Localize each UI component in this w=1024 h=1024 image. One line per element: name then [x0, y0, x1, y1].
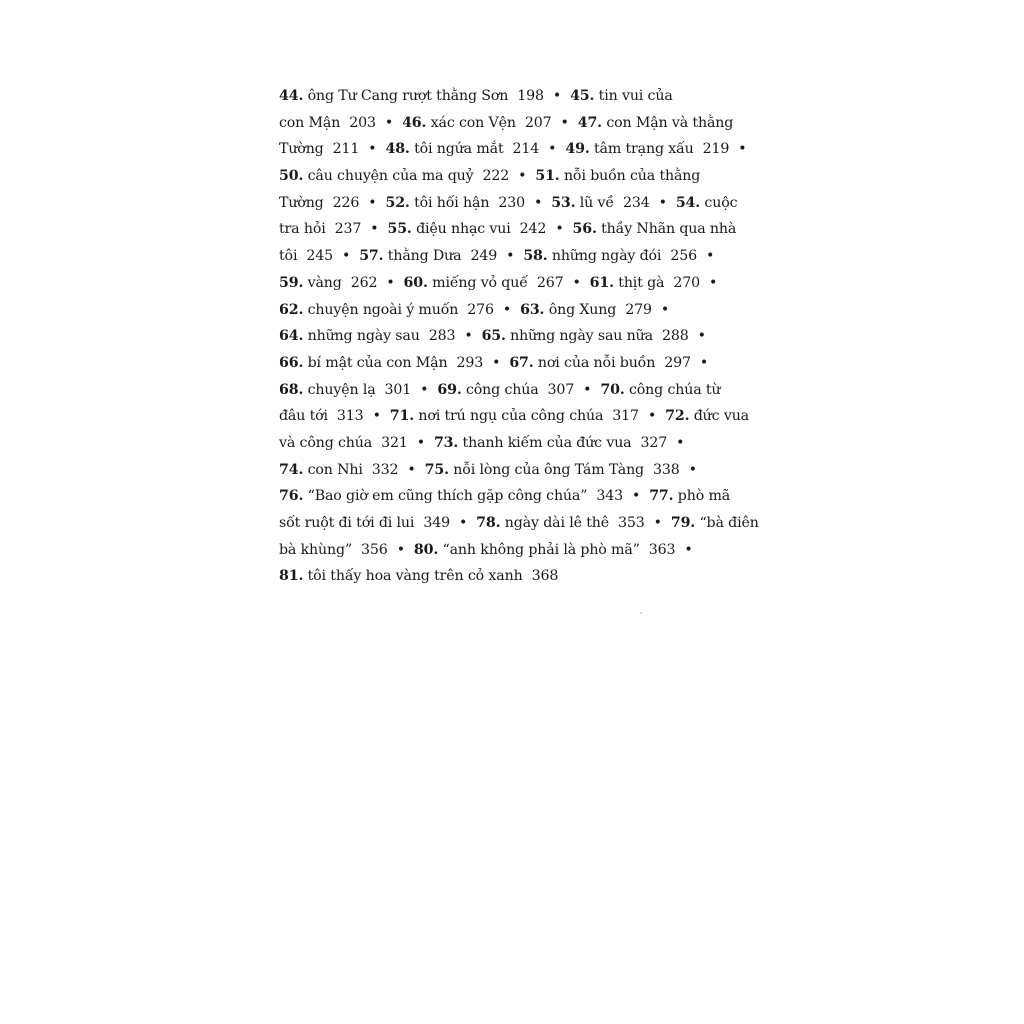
chapter-title: tôi	[279, 248, 298, 265]
bullet-separator: •	[372, 408, 381, 425]
chapter-number: 44.	[279, 88, 304, 104]
page-number: 356	[361, 541, 388, 558]
chapter-number: 76.	[279, 488, 304, 505]
bullet-separator: •	[560, 114, 569, 131]
bullet-separator: •	[386, 274, 395, 291]
chapter-number: 65.	[481, 328, 506, 345]
chapter-number: 79.	[670, 515, 696, 531]
page-number: 363	[648, 541, 676, 558]
chapter-title: đâu tới	[279, 408, 328, 425]
chapter-title: thanh kiếm của đức vua	[458, 434, 632, 451]
chapter-title: và công chúa	[279, 434, 373, 451]
page-number: 283	[428, 328, 456, 345]
bullet-separator: •	[676, 434, 685, 451]
chapter-title: tôi thấy hoa vàng trên cỏ xanh	[303, 568, 523, 585]
page-number: 317	[612, 408, 639, 425]
toc-line	[279, 243, 759, 270]
bullet-separator: •	[555, 221, 564, 238]
chapter-number: 74.	[279, 461, 304, 478]
chapter-number: 71.	[389, 408, 415, 425]
bullet-separator: •	[738, 141, 747, 158]
chapter-title: chuyện ngoài ý muốn	[303, 301, 459, 318]
chapter-title: chuyện lạ	[303, 381, 376, 398]
chapter-title: con Mận và thằng	[601, 114, 734, 131]
chapter-title: những ngày sau	[303, 328, 420, 345]
toc-line	[279, 537, 759, 564]
chapter-number: 68.	[279, 381, 304, 398]
chapter-number: 58.	[523, 248, 548, 265]
chapter-number: 50.	[279, 168, 304, 185]
chapter-number: 80.	[413, 541, 439, 558]
page-number: 270	[673, 274, 700, 291]
chapter-number: 69.	[437, 381, 462, 398]
chapter-title: ngày dài lê thê	[500, 515, 609, 531]
page-number: 249	[470, 248, 498, 265]
bullet-separator: •	[384, 114, 394, 131]
toc-line	[279, 563, 759, 590]
chapter-number: 61.	[589, 274, 614, 291]
page-number: 242	[519, 221, 547, 238]
page-number: 307	[547, 381, 575, 398]
chapter-title: nơi trú ngụ của công chúa	[414, 408, 604, 425]
page-number: 279	[625, 301, 652, 318]
chapter-title: cuộc	[700, 194, 738, 211]
page-number: 321	[381, 434, 408, 451]
chapter-number: 55.	[387, 221, 412, 238]
page-number: 211	[332, 141, 360, 158]
bullet-separator: •	[368, 141, 377, 158]
chapter-title: điệu nhạc vui	[411, 221, 511, 238]
chapter-title: nỗi buồn của thằng	[559, 168, 701, 185]
bullet-separator: •	[368, 194, 377, 211]
chapter-title: miếng vỏ quế	[427, 274, 528, 291]
chapter-title: công chúa từ	[624, 381, 721, 398]
page-number: 198	[517, 88, 544, 104]
toc-line	[279, 83, 759, 110]
page-number: 343	[596, 488, 623, 505]
chapter-title: những ngày đói	[547, 248, 662, 265]
page-number: 262	[350, 274, 378, 291]
page-number: 288	[661, 328, 689, 345]
chapter-number: 52.	[385, 194, 410, 211]
page-number: 234	[622, 194, 650, 211]
bullet-separator: •	[407, 461, 416, 478]
page-number: 222	[482, 168, 510, 185]
bullet-separator: •	[341, 248, 351, 265]
chapter-number: 47.	[577, 114, 602, 131]
toc-line	[279, 163, 759, 190]
bullet-separator: •	[420, 381, 429, 398]
bullet-separator: •	[552, 88, 562, 104]
bullet-separator: •	[502, 301, 512, 318]
chapter-number: 72.	[665, 408, 690, 425]
chapter-number: 53.	[551, 194, 576, 211]
toc-line	[279, 190, 759, 217]
page-number: 245	[306, 248, 333, 265]
toc-line	[279, 483, 759, 510]
page-number: 297	[664, 354, 691, 371]
chapter-title: công chúa	[461, 381, 539, 398]
toc-line	[279, 110, 759, 137]
page-number: 338	[653, 461, 680, 478]
page-number: 301	[384, 381, 412, 398]
page-number: 293	[456, 354, 484, 371]
toc-line	[279, 457, 759, 484]
chapter-number: 60.	[403, 274, 428, 291]
page-number: 219	[702, 141, 730, 158]
chapter-number: 49.	[565, 141, 590, 158]
toc-line	[279, 136, 759, 163]
bullet-separator: •	[492, 354, 501, 371]
page-number: 353	[618, 515, 645, 531]
toc-line	[279, 216, 759, 243]
chapter-title: vàng	[303, 274, 342, 291]
bullet-separator: •	[699, 354, 709, 371]
chapter-number: 73.	[433, 434, 459, 451]
bullet-separator: •	[464, 328, 473, 345]
chapter-title: tâm trạng xấu	[589, 141, 694, 158]
chapter-title: Tường	[279, 194, 324, 211]
chapter-title: bà khùng”	[279, 541, 353, 558]
chapter-number: 48.	[385, 141, 410, 158]
chapter-number: 77.	[649, 488, 674, 505]
toc-line	[279, 377, 759, 404]
chapter-number: 67.	[509, 354, 534, 371]
bullet-separator: •	[653, 515, 662, 531]
bullet-separator: •	[396, 541, 405, 558]
chapter-number: 56.	[572, 221, 597, 238]
chapter-title: nơi của nỗi buồn	[533, 354, 656, 371]
chapter-title: “Bao giờ em cũng thích gặp công chúa”	[303, 488, 588, 505]
chapter-title: sốt ruột đi tới đi lui	[279, 515, 415, 531]
chapter-number: 51.	[535, 168, 560, 185]
page-number: 230	[498, 194, 525, 211]
bullet-separator: •	[548, 141, 557, 158]
chapter-title: tôi ngứa mắt	[409, 141, 504, 158]
toc-line	[279, 403, 759, 430]
chapter-number: 63.	[520, 301, 545, 318]
bullet-separator: •	[660, 301, 670, 318]
chapter-number: 57.	[359, 248, 384, 265]
bullet-separator: •	[705, 248, 715, 265]
chapter-title: ông Xung	[544, 301, 617, 318]
bullet-separator: •	[697, 328, 706, 345]
bullet-separator: •	[709, 274, 718, 291]
bullet-separator: •	[658, 194, 667, 211]
bullet-separator: •	[631, 488, 641, 505]
chapter-title: thịt gà	[613, 274, 665, 291]
paper-speck	[640, 612, 642, 614]
bullet-separator: •	[647, 408, 657, 425]
chapter-title: con Nhi	[303, 461, 363, 478]
bullet-separator: •	[416, 434, 425, 451]
chapter-title: đức vua	[689, 408, 749, 425]
toc-line	[279, 430, 759, 457]
bullet-separator: •	[533, 194, 543, 211]
page-number: 207	[524, 114, 552, 131]
chapter-title: bí mật của con Mận	[303, 354, 448, 371]
table-of-contents	[279, 83, 759, 590]
chapter-title: tôi hối hận	[409, 194, 490, 211]
chapter-number: 46.	[402, 114, 427, 131]
toc-line	[279, 270, 759, 297]
chapter-title: lũ về	[575, 194, 614, 211]
chapter-number: 45.	[570, 88, 595, 104]
chapter-number: 66.	[279, 354, 304, 371]
bullet-separator: •	[684, 541, 693, 558]
chapter-title: tra hỏi	[279, 221, 326, 238]
chapter-number: 75.	[424, 461, 449, 478]
page-number: 327	[640, 434, 668, 451]
chapter-number: 78.	[476, 515, 501, 531]
toc-line	[279, 297, 759, 324]
chapter-number: 81.	[279, 568, 304, 585]
chapter-title: thầy Nhãn qua nhà	[596, 221, 737, 238]
toc-line	[279, 510, 759, 537]
bullet-separator: •	[572, 274, 581, 291]
page-number: 226	[332, 194, 360, 211]
chapter-title: “anh không phải là phò mã”	[438, 541, 640, 558]
chapter-title: câu chuyện của ma quỷ	[303, 168, 474, 185]
page-number: 214	[512, 141, 540, 158]
chapter-title: những ngày sau nữa	[505, 328, 653, 345]
chapter-title: thằng Dưa	[383, 248, 462, 265]
bullet-separator: •	[370, 221, 379, 238]
chapter-number: 70.	[600, 381, 625, 398]
chapter-number: 64.	[279, 328, 304, 345]
toc-line	[279, 323, 759, 350]
page-number: 203	[349, 114, 376, 131]
chapter-title: “bà điên	[695, 515, 759, 531]
chapter-title: ông Tư Cang rượt thằng Sơn	[303, 88, 509, 104]
page-number: 276	[467, 301, 494, 318]
chapter-title: xác con Vện	[426, 114, 516, 131]
chapter-title: nỗi lòng của ông Tám Tàng	[448, 461, 644, 478]
chapter-title: phò mã	[673, 488, 731, 505]
page-number: 349	[423, 515, 450, 531]
chapter-title: tin vui của	[594, 88, 673, 104]
page-number: 237	[334, 221, 362, 238]
page-number: 332	[371, 461, 399, 478]
bullet-separator: •	[518, 168, 527, 185]
page-number: 313	[336, 408, 364, 425]
toc-line	[279, 350, 759, 377]
bullet-separator: •	[458, 515, 468, 531]
page-number: 267	[536, 274, 564, 291]
bullet-separator: •	[506, 248, 515, 265]
page-number: 256	[670, 248, 697, 265]
chapter-title: con Mận	[279, 114, 341, 131]
chapter-number: 54.	[675, 194, 701, 211]
chapter-number: 59.	[279, 274, 304, 291]
bullet-separator: •	[688, 461, 697, 478]
page-number: 368	[531, 568, 559, 585]
chapter-number: 62.	[279, 301, 304, 318]
bullet-separator: •	[583, 381, 592, 398]
chapter-title: Tường	[279, 141, 324, 158]
